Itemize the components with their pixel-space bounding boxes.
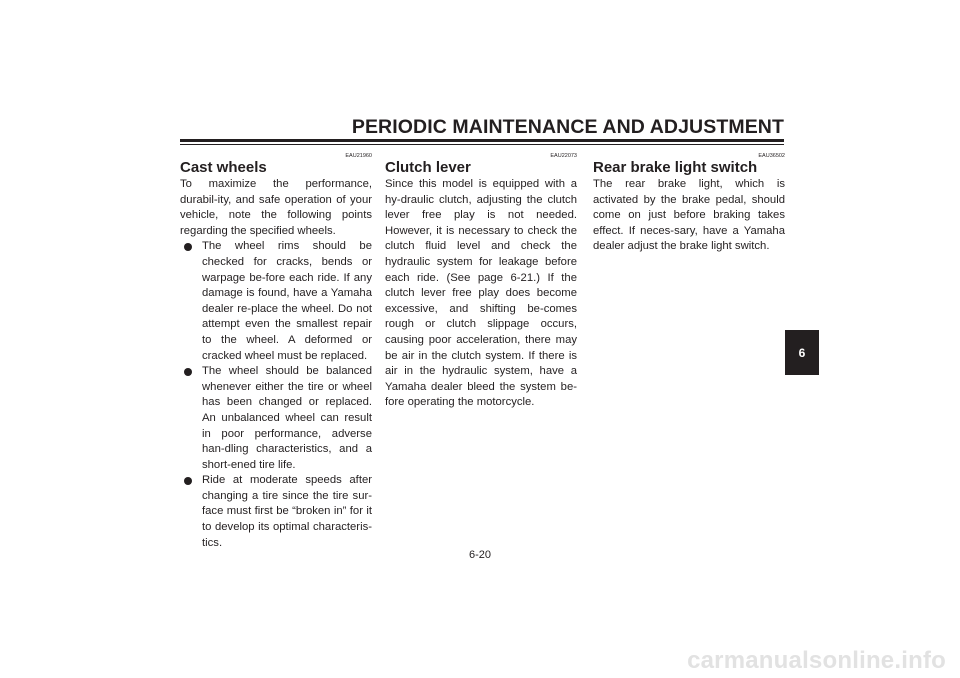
- section-body: The rear brake light, which is activated by the brake pedal, should come on just before braking takes effect. If neces-sary, have a Yamaha dealer adjust the brake light switch.: [593, 178, 785, 253]
- section-code: EAU22073: [550, 153, 577, 159]
- bullet-text: The wheel should be balanced whenever either the tire or wheel has been changed or replaced. An unbalanced wheel can result in poor performance, adverse han-dling characteristics, and a short-ened tire life.: [202, 365, 372, 471]
- header-rule-thin: [180, 144, 784, 145]
- bullet-icon: [184, 477, 192, 485]
- section-heading: Rear brake light switch: [593, 159, 758, 176]
- section-code: EAU36502: [758, 153, 785, 159]
- bullet-item: [184, 473, 372, 551]
- section-heading: Clutch lever: [385, 159, 471, 176]
- bullet-list: [180, 239, 372, 551]
- clutch-lever-section: [385, 153, 577, 411]
- watermark: carmanualsonline.info: [687, 647, 946, 674]
- bullet-icon: [184, 368, 192, 376]
- bullet-item: [184, 239, 372, 364]
- cast-wheels-section: [180, 153, 372, 551]
- page-number: 6-20: [468, 549, 492, 561]
- rear-brake-light-switch-section: [593, 153, 785, 255]
- bullet-icon: [184, 243, 192, 251]
- bullet-text: Ride at moderate speeds after changing a tire since the tire sur-face must first be “broken in” for it to develop its optimal characteris-tics.: [202, 474, 372, 549]
- section-body: Since this model is equipped with a hy-draulic clutch, adjusting the clutch lever free play is not needed. However, it is necessary to check the clutch fluid level and check the hydraulic system for leakage before each ride. (See page 6-21.) If the clutch lever free play does become excessive, and shifting be-comes rough or clutch slippage occurs, causing poor acceleration, there may be air in the clutch system. If there is air in the hydraulic system, have a Yamaha dealer bleed the system be-fore operating the motorcycle.: [385, 178, 577, 409]
- section-intro: To maximize the performance, durabil-ity, and safe operation of your vehicle, note the following points regarding the specified wheels.: [180, 178, 372, 237]
- section-code: EAU21960: [345, 153, 372, 159]
- chapter-tab: 6: [785, 330, 819, 375]
- page-header-title: PERIODIC MAINTENANCE AND ADJUSTMENT: [351, 116, 784, 138]
- bullet-item: [184, 364, 372, 473]
- section-heading: Cast wheels: [180, 159, 267, 176]
- bullet-text: The wheel rims should be checked for cracks, bends or warpage be-fore each ride. If any damage is found, have a Yamaha dealer re-place the wheel. Do not attempt even the smallest repair to the wheel. A deformed or cracked wheel must be replaced.: [202, 240, 372, 362]
- header-rule-thick: [180, 139, 784, 142]
